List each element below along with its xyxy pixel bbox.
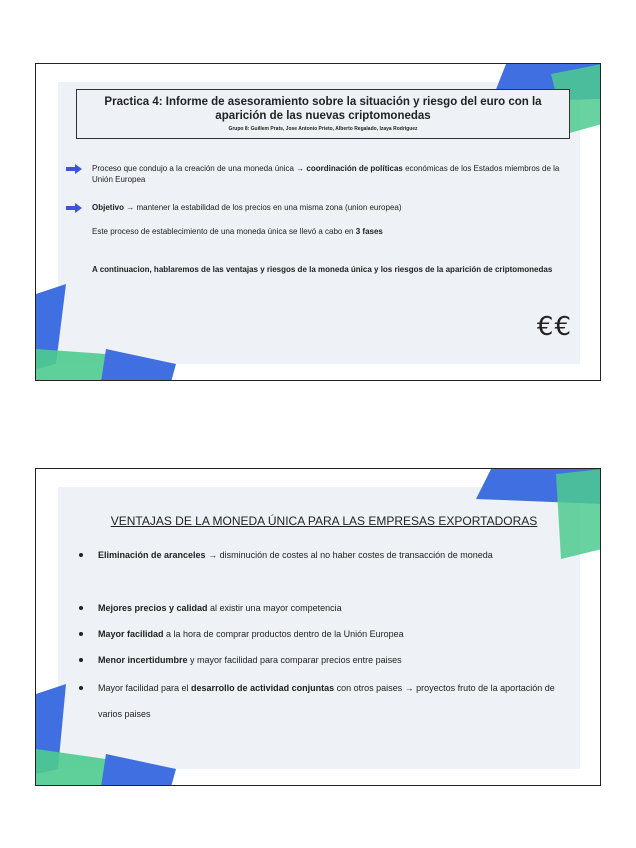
euro-icon: €€ xyxy=(536,312,572,342)
bullet-bold: Mejores precios y calidad xyxy=(98,603,208,613)
slide-2 xyxy=(35,468,601,786)
point-text: → mantener la estabilidad de los precios en una misma zona (union europea) xyxy=(124,203,402,212)
bullet-1 xyxy=(98,542,558,568)
bullet-4 xyxy=(98,654,558,666)
bullet-text: Mayor facilidad para el xyxy=(98,683,192,693)
point-2 xyxy=(92,202,562,213)
bullet-dot-icon xyxy=(79,632,83,636)
bullet-text: → disminución de costes al no haber costes de transacción de moneda xyxy=(205,550,493,560)
bullet-bold: desarrollo de actividad conjuntas xyxy=(191,683,335,693)
bullet-text: a la hora de comprar productos dentro de la Unión Europea xyxy=(163,629,404,639)
point-3 xyxy=(92,226,562,237)
bullet-bold: Menor incertidumbre xyxy=(98,655,188,665)
slide-title: Practica 4: Informe de asesoramiento sobre la situación y riesgo del euro con la aparición de las nuevas criptomonedas xyxy=(104,96,542,122)
bullet-bold: Mayor facilidad xyxy=(98,629,164,639)
bullet-bold: Eliminación de aranceles xyxy=(98,550,206,560)
slide-1 xyxy=(35,63,601,381)
bullet-dot-icon xyxy=(79,686,83,690)
bullet-dot-icon xyxy=(79,606,83,610)
bullet-text: al existir una mayor competencia xyxy=(207,603,342,613)
authors-line: Grupo 8: Guillem Prats, Jose Antonio Prieto, Alberto Regalado, Izaya Rodriguez xyxy=(228,126,418,132)
arrow-right-icon xyxy=(66,203,82,213)
closing-text: A continuacion, hablaremos de las ventajas y riesgos de la moneda única y los riesgos de la aparición de criptomonedas xyxy=(92,265,553,274)
point-text: Este proceso de establecimiento de una moneda única se llevó a cabo en xyxy=(92,227,356,236)
bullet-dot-icon xyxy=(79,553,83,557)
bullet-3 xyxy=(98,628,558,640)
arrow-right-icon xyxy=(66,164,82,174)
point-text: económicas de los Estados miembros de la Unión Europea xyxy=(92,164,560,184)
bullet-2 xyxy=(98,602,558,614)
bullet-text: y mayor facilidad para comparar precios entre paises xyxy=(187,655,402,665)
bullet-5 xyxy=(98,675,568,727)
point-bold: coordinación de políticas xyxy=(306,164,403,173)
slide-title: VENTAJAS DE LA MONEDA ÚNICA PARA LAS EMPRESAS EXPORTADORAS xyxy=(110,514,538,528)
point-1 xyxy=(92,163,562,185)
bullet-dot-icon xyxy=(79,658,83,662)
title-box xyxy=(76,89,570,139)
point-text: Proceso que condujo a la creación de una moneda única → xyxy=(92,164,307,173)
point-bold: 3 fases xyxy=(355,227,383,236)
point-bold: Objetivo xyxy=(92,203,125,212)
bullet-text: con otros paises → proyectos fruto de la aportación de varios paises xyxy=(98,683,555,719)
